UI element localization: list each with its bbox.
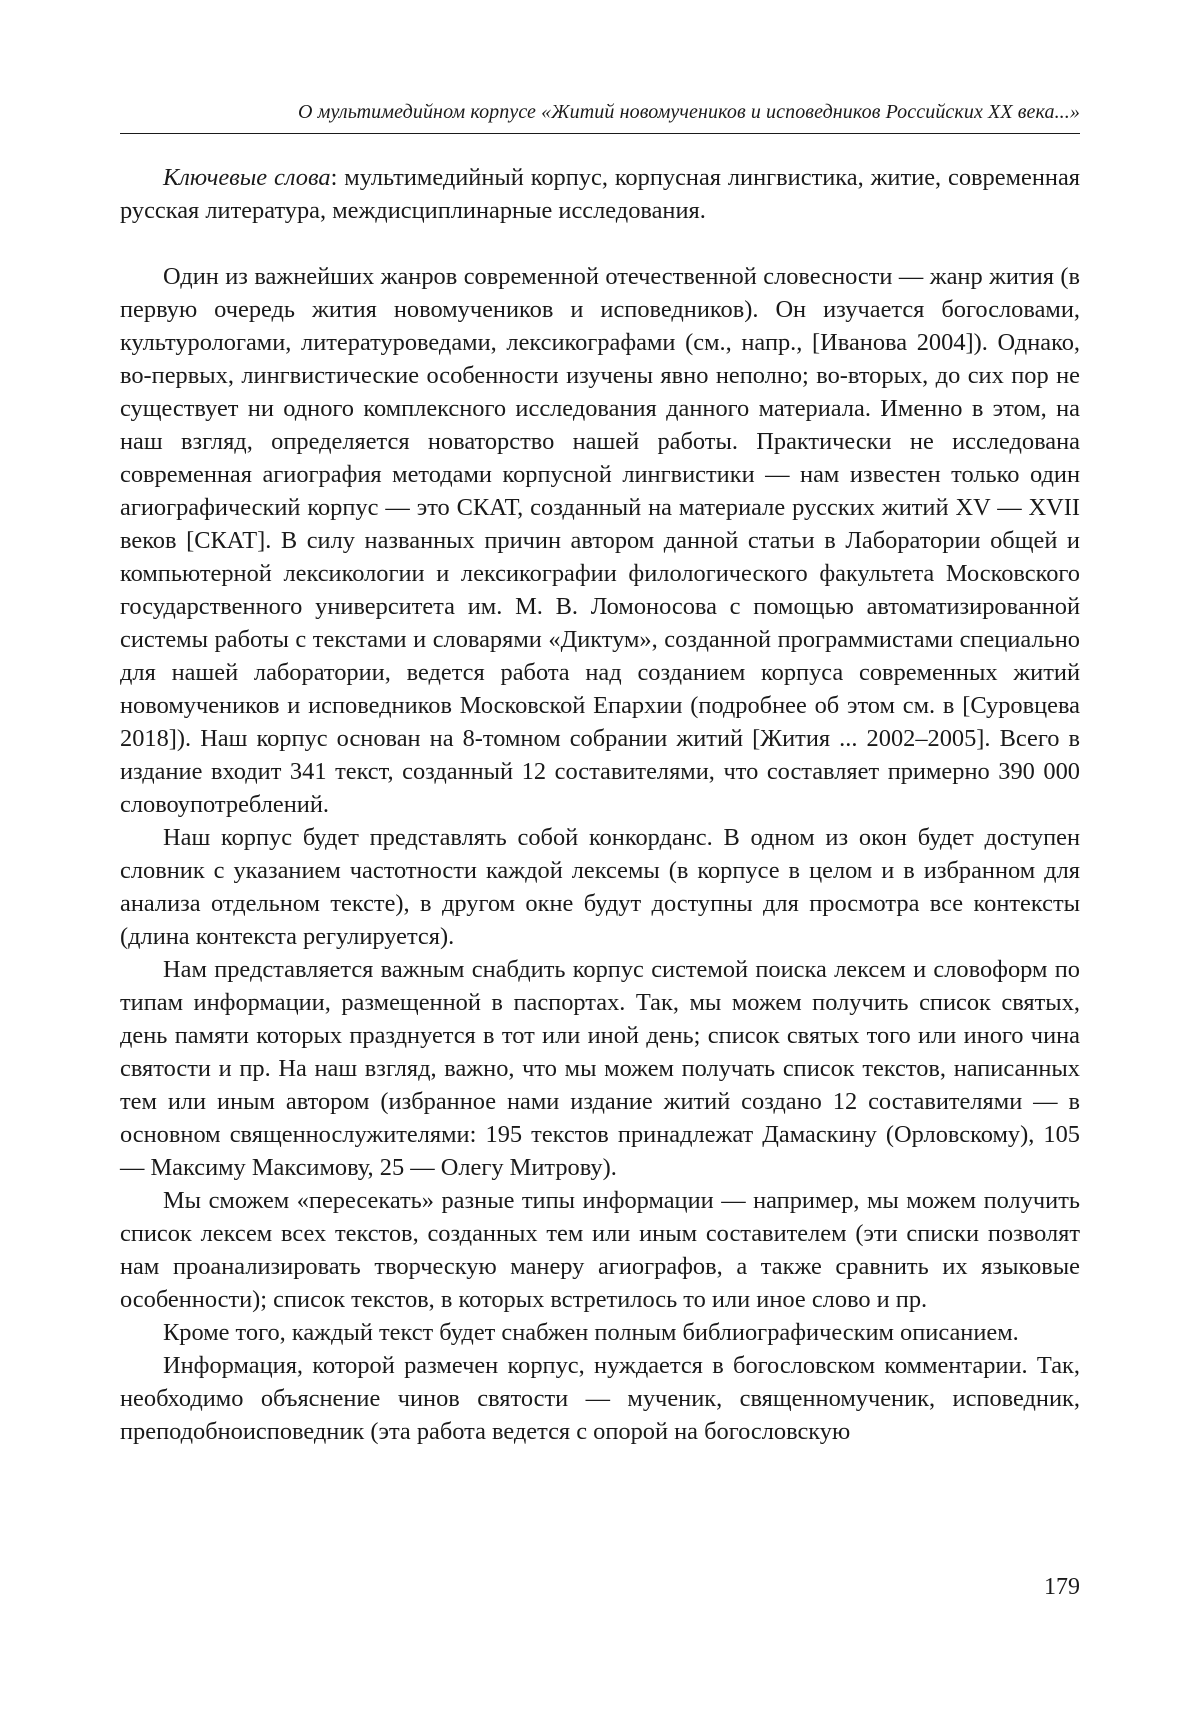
page-number: 179 [1044, 1574, 1080, 1600]
body-paragraph: Наш корпус будет представлять собой конкорданс. В одном из окон будет доступен словник с указанием частотности каждой лексемы (в корпусе в целом и в избранном для анализа отдельном тексте), в другом окне будут доступны для просмотра все контексты (длина контекста регулируется). [120, 824, 1080, 950]
body-paragraph: Один из важнейших жанров современной отечественной словесности — жанр жития (в первую очередь жития новомучеников и исповедников). Он изучается богословами, культурологами, литературоведами, лексикографами (см., напр., [Иванова 2004]). Однако, во-первых, лингвистические особенности изучены явно неполно; во-вторых, до сих пор не существует ни одного комплексного исследования данного материала. Именно в этом, на наш взгляд, определяется новаторство нашей работы. Практически не исследована современная агиография методами корпусной лингвистики — нам известен только один агиографический корпус — это СКАТ, созданный на материале русских житий XV — XVII веков [СКАТ]. В силу названных причин автором данной статьи в Лаборатории общей и компьютерной лексикологии и лексикографии филологического факультета Московского государственного университета им. М. В. Ломоносова с помощью автоматизированной системы работы с текстами и словарями «Диктум», созданной программистами специально для нашей лаборатории, ведется работа над созданием корпуса современных житий новомучеников и исповедников Московской Епархии (подробнее об этом см. в [Суровцева 2018]). Наш корпус основан на 8-томном собрании житий [Жития ... 2002–2005]. Всего в издание входит 341 текст, созданный 12 составителями, что составляет примерно 390 000 словоупотреблений. [120, 263, 1080, 818]
article-body [120, 161, 1080, 1448]
keywords-text: : мультимедийный корпус, корпусная лингвистика, житие, современная русская литература, междисциплинарные исследования. [120, 164, 1080, 224]
body-paragraph: Нам представляется важным снабдить корпус системой поиска лексем и словоформ по типам информации, размещенной в паспортах. Так, мы можем получить список святых, день памяти которых празднуется в тот или иной день; список святых того или иного чина святости и пр. На наш взгляд, важно, что мы можем получать список текстов, написанных тем или иным автором (избранное нами издание житий создано 12 составителями — в основном священнослужителями: 195 текстов принадлежат Дамаскину (Орловскому), 105 — Максиму Максимову, 25 — Олегу Митрову). [120, 956, 1080, 1181]
body-paragraph: Мы сможем «пересекать» разные типы информации — например, мы можем получить список лексем всех текстов, созданных тем или иным составителем (эти списки позволят нам проанализировать творческую манеру агиографов, а также сравнить их языковые особенности); список текстов, в которых встретилось то или иное слово и пр. [120, 1187, 1080, 1313]
header-rule [120, 133, 1080, 134]
body-paragraph: Кроме того, каждый текст будет снабжен полным библиографическим описанием. [163, 1319, 1019, 1346]
keywords-paragraph [120, 161, 1080, 227]
body-paragraph: Информация, которой размечен корпус, нуждается в богословском комментарии. Так, необходимо объяснение чинов святости — мученик, священномученик, исповедник, преподобноисповедник (эта работа ведется с опорой на богословскую [120, 1352, 1080, 1445]
running-head: О мультимедийном корпусе «Житий новомучеников и исповедников Российских XX века...» [297, 101, 1080, 123]
keywords-label: Ключевые слова [163, 164, 331, 191]
